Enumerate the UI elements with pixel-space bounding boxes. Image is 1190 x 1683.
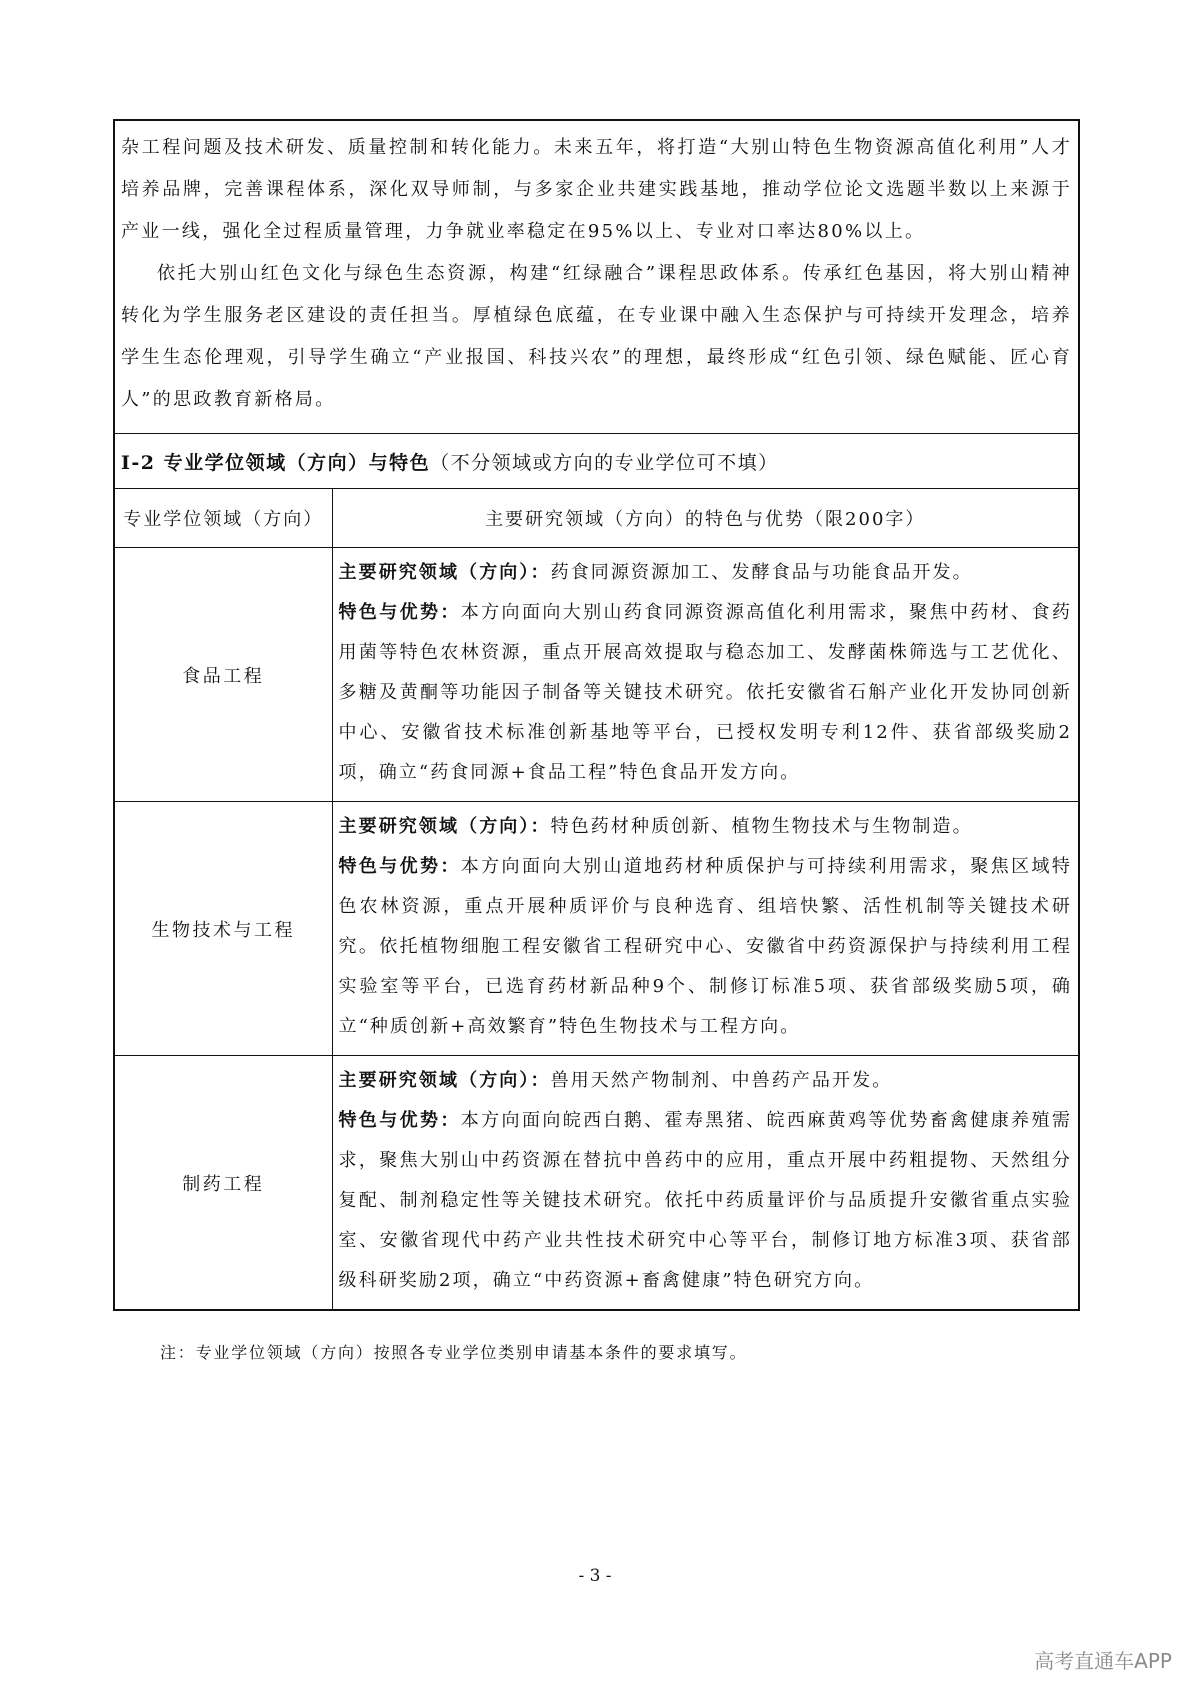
intro-paragraph-2: 依托大别山红色文化与绿色生态资源，构建“红绿融合”课程思政体系。传承红色基因，将大别山精神转化为学生服务老区建设的责任担当。厚植绿色底蕴，在专业课中融入生态保护与可持续开发理念，培养学生生态伦理观，引导学生确立“产业报国、科技兴农”的理想，最终形成“红色引领、绿色赋能、匠心育人”的思政教育新格局。 xyxy=(121,263,1072,410)
feature-label: 特色与优势： xyxy=(338,856,461,877)
field-name-cell: 制药工程 xyxy=(114,1056,332,1311)
intro-cell xyxy=(114,120,1079,434)
table-row xyxy=(114,1056,1079,1311)
research-label: 主要研究领域（方向）： xyxy=(338,816,551,837)
section-title-row xyxy=(114,434,1079,489)
intro-row xyxy=(114,120,1079,434)
feature-advantage xyxy=(339,593,1073,793)
description-cell xyxy=(332,1056,1079,1311)
section-note: （不分领域或方向的专业学位可不填） xyxy=(430,451,779,474)
watermark: 高考直通车APP xyxy=(1034,1649,1172,1673)
research-direction xyxy=(339,1061,1073,1101)
field-name-cell: 食品工程 xyxy=(114,548,332,802)
section-title: I-2 专业学位领域（方向）与特色 xyxy=(121,451,431,474)
research-label: 主要研究领域（方向）： xyxy=(338,1070,551,1091)
table-row xyxy=(114,548,1079,802)
section-title-cell xyxy=(114,434,1079,489)
feature-label: 特色与优势： xyxy=(338,602,461,623)
feature-text: 本方向面向大别山药食同源资源高值化利用需求，聚焦中药材、食药用菌等特色农林资源，重点开展高效提取与稳态加工、发酵菌株筛选与工艺优化、多糖及黄酮等功能因子制备等关键技术研究。依托安徽省石斛产业化开发协同创新中心、安徽省技术标准创新基地等平台，已授权发明专利12件、获省部级奖励2项，确立“药食同源+食品工程”特色食品开发方向。 xyxy=(338,602,1072,783)
feature-advantage xyxy=(339,1101,1073,1301)
feature-text: 本方向面向大别山道地药材种质保护与可持续利用需求，聚焦区域特色农林资源，重点开展种质评价与良种选育、组培快繁、活性机制等关键技术研究。依托植物细胞工程安徽省工程研究中心、安徽省中药资源保护与持续利用工程实验室等平台，已选育药材新品种9个、制修订标准5项、获省部级奖励5项，确立“种质创新+高效繁育”特色生物技术与工程方向。 xyxy=(338,856,1072,1037)
feature-advantage xyxy=(339,847,1073,1047)
feature-label: 特色与优势： xyxy=(338,1110,461,1131)
description-cell xyxy=(332,548,1079,802)
footnote: 注：专业学位领域（方向）按照各专业学位类别申请基本条件的要求填写。 xyxy=(160,1343,748,1362)
research-text: 特色药材种质创新、植物生物技术与生物制造。 xyxy=(550,816,973,837)
research-text: 药食同源资源加工、发酵食品与功能食品开发。 xyxy=(550,562,973,583)
page-number: - 3 - xyxy=(578,1566,612,1586)
intro-paragraph-1: 杂工程问题及技术研发、质量控制和转化能力。未来五年，将打造“大别山特色生物资源高值化利用”人才培养品牌，完善课程体系，深化双导师制，与多家企业共建实践基地，推动学位论文选题半数以上来源于产业一线，强化全过程质量管理，力争就业率稳定在95%以上、专业对口率达80%以上。 xyxy=(121,137,1072,242)
application-form-table xyxy=(113,119,1080,1311)
header-feature-column: 主要研究领域（方向）的特色与优势（限200字） xyxy=(332,489,1079,548)
header-field-column: 专业学位领域（方向） xyxy=(114,489,332,548)
table-row xyxy=(114,802,1079,1056)
description-cell xyxy=(332,802,1079,1056)
field-name-cell: 生物技术与工程 xyxy=(114,802,332,1056)
table-header-row xyxy=(114,489,1079,548)
research-direction xyxy=(339,807,1073,847)
research-text: 兽用天然产物制剂、中兽药产品开发。 xyxy=(550,1070,893,1091)
research-label: 主要研究领域（方向）： xyxy=(338,562,551,583)
feature-text: 本方向面向皖西白鹅、霍寿黑猪、皖西麻黄鸡等优势畜禽健康养殖需求，聚焦大别山中药资源在替抗中兽药中的应用，重点开展中药粗提物、天然组分复配、制剂稳定性等关键技术研究。依托中药质量评价与品质提升安徽省重点实验室、安徽省现代中药产业共性技术研究中心等平台，制修订地方标准3项、获省部级科研奖励2项，确立“中药资源+畜禽健康”特色研究方向。 xyxy=(338,1110,1072,1291)
research-direction xyxy=(339,553,1073,593)
